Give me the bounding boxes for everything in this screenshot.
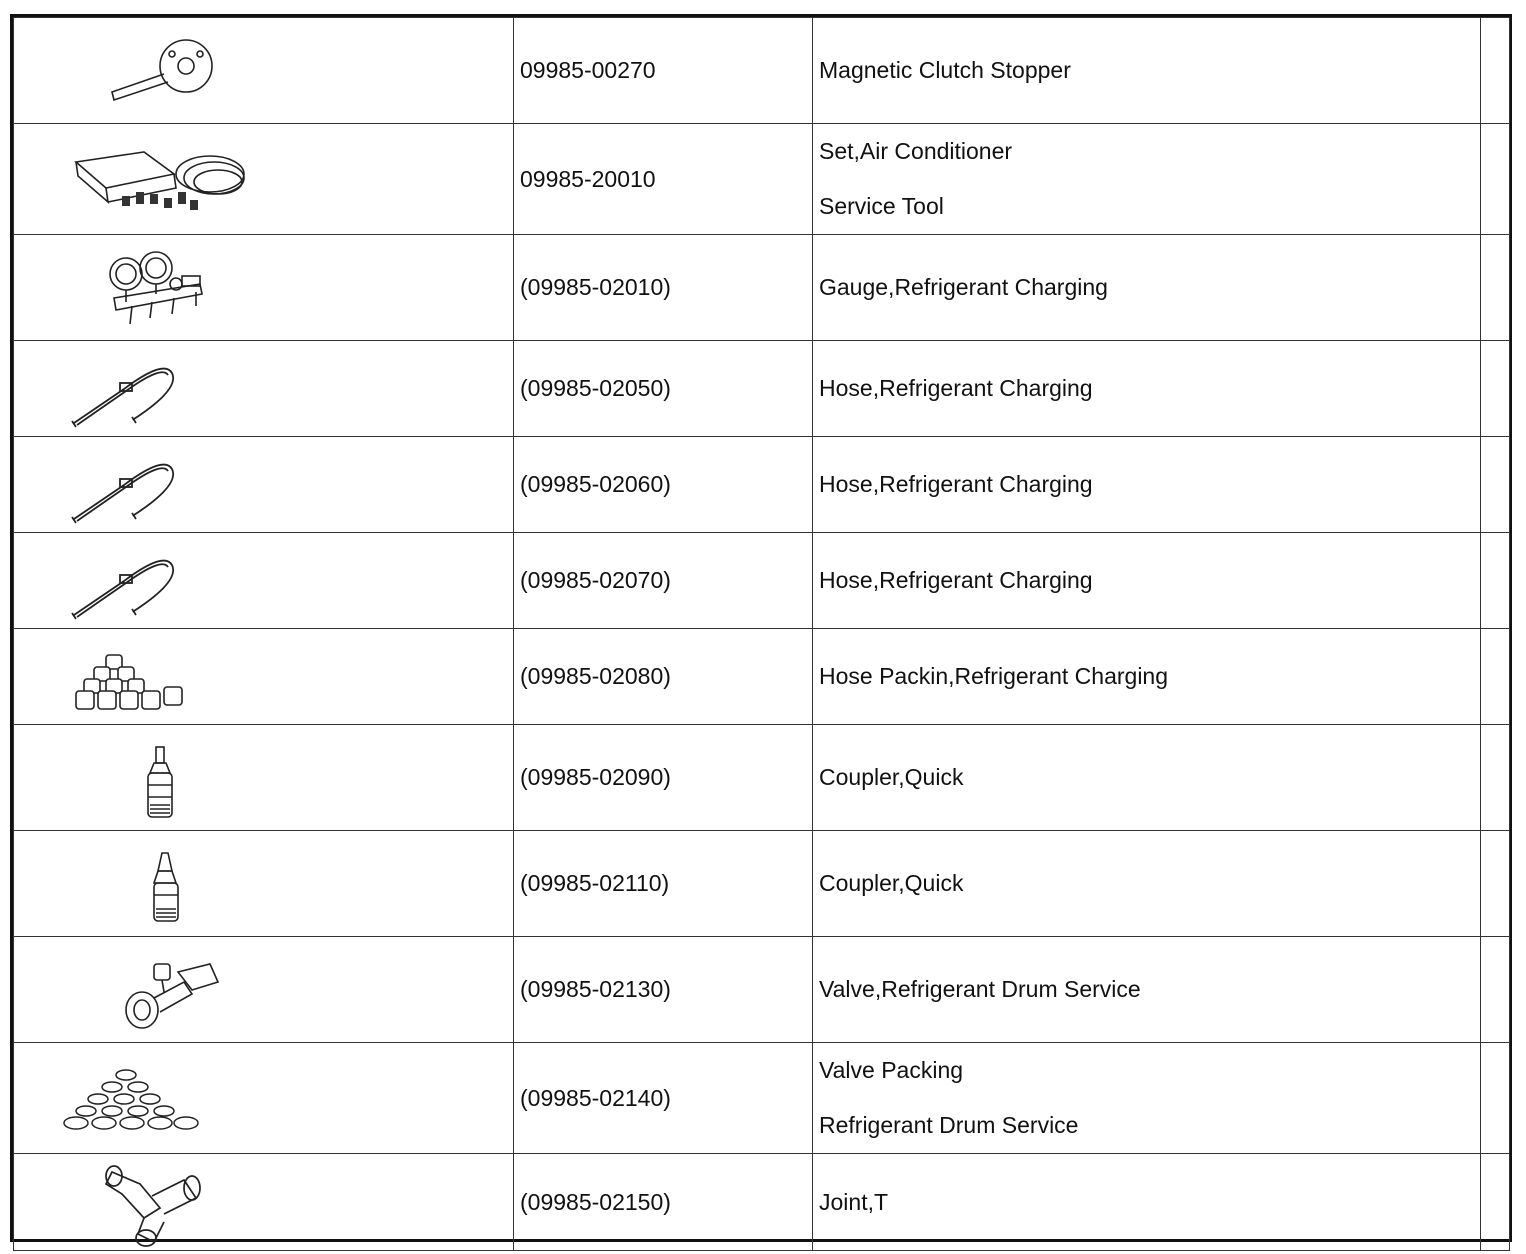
part-number: (09985-02080) xyxy=(514,629,813,725)
description-line: Hose,Refrigerant Charging xyxy=(819,567,1093,593)
blank-cell xyxy=(1481,437,1510,533)
part-number: (09985-02140) xyxy=(514,1043,813,1154)
description-line: Coupler,Quick xyxy=(819,870,964,896)
table-row xyxy=(14,1154,1510,1251)
part-number: (09985-02110) xyxy=(514,831,813,937)
tool-illustration xyxy=(14,725,514,831)
blank-cell xyxy=(1481,937,1510,1043)
table-row xyxy=(14,437,1510,533)
tool-description xyxy=(813,235,1481,341)
service-tool-set-icon xyxy=(14,134,274,224)
tool-illustration xyxy=(14,937,514,1043)
tool-description xyxy=(813,341,1481,437)
part-number: (09985-02150) xyxy=(514,1154,813,1251)
part-number: (09985-02090) xyxy=(514,725,813,831)
part-number: (09985-02060) xyxy=(514,437,813,533)
description-line: Valve,Refrigerant Drum Service xyxy=(819,976,1141,1002)
blank-cell xyxy=(1481,235,1510,341)
blank-cell xyxy=(1481,1154,1510,1251)
tool-description xyxy=(813,533,1481,629)
tool-illustration xyxy=(14,341,514,437)
blank-cell xyxy=(1481,1043,1510,1154)
tool-illustration xyxy=(14,437,514,533)
part-number: (09985-02070) xyxy=(514,533,813,629)
tool-illustration xyxy=(14,1154,514,1251)
description-line: Hose,Refrigerant Charging xyxy=(819,471,1093,497)
charging-gauge-icon xyxy=(14,240,234,336)
t-joint-icon xyxy=(14,1154,234,1250)
description-line: Coupler,Quick xyxy=(819,764,964,790)
description-line: Refrigerant Drum Service xyxy=(819,1112,1079,1138)
table-row xyxy=(14,124,1510,235)
part-number: 09985-00270 xyxy=(514,18,813,124)
part-number: (09985-02010) xyxy=(514,235,813,341)
tool-illustration xyxy=(14,831,514,937)
blank-cell xyxy=(1481,18,1510,124)
table-row xyxy=(14,725,1510,831)
description-line: Gauge,Refrigerant Charging xyxy=(819,274,1108,300)
blank-cell xyxy=(1481,831,1510,937)
quick-coupler-icon xyxy=(14,839,214,929)
blank-cell xyxy=(1481,124,1510,235)
description-line: Valve Packing xyxy=(819,1057,964,1083)
table-row xyxy=(14,341,1510,437)
blank-cell xyxy=(1481,341,1510,437)
table-row xyxy=(14,1043,1510,1154)
table-row xyxy=(14,235,1510,341)
charging-hose-icon xyxy=(14,349,214,429)
valve-packing-icon xyxy=(14,1053,234,1143)
part-number: (09985-02130) xyxy=(514,937,813,1043)
tool-illustration xyxy=(14,533,514,629)
tool-description xyxy=(813,124,1481,235)
tool-description xyxy=(813,831,1481,937)
tool-description xyxy=(813,1043,1481,1154)
blank-cell xyxy=(1481,725,1510,831)
description-line: Hose Packin,Refrigerant Charging xyxy=(819,663,1169,689)
table-row xyxy=(14,831,1510,937)
tool-description xyxy=(813,437,1481,533)
charging-hose-icon xyxy=(14,445,214,525)
table-row xyxy=(14,629,1510,725)
description-line: Magnetic Clutch Stopper xyxy=(819,57,1071,83)
drum-service-valve-icon xyxy=(14,942,234,1038)
tool-illustration xyxy=(14,629,514,725)
description-line: Set,Air Conditioner xyxy=(819,138,1013,164)
special-tools-table xyxy=(10,14,1512,1242)
charging-hose-icon xyxy=(14,541,214,621)
description-line: Service Tool xyxy=(819,193,944,219)
tool-description xyxy=(813,725,1481,831)
table-row xyxy=(14,18,1510,124)
tool-illustration xyxy=(14,124,514,235)
hose-packing-icon xyxy=(14,637,214,717)
tool-illustration xyxy=(14,18,514,124)
tool-illustration xyxy=(14,1043,514,1154)
blank-cell xyxy=(1481,629,1510,725)
table-row xyxy=(14,937,1510,1043)
tool-description xyxy=(813,629,1481,725)
description-line: Hose,Refrigerant Charging xyxy=(819,375,1093,401)
table-row xyxy=(14,533,1510,629)
part-number: (09985-02050) xyxy=(514,341,813,437)
tool-illustration xyxy=(14,235,514,341)
description-line: Joint,T xyxy=(819,1188,889,1215)
quick-coupler-icon xyxy=(14,733,214,823)
clutch-stopper-icon xyxy=(14,26,234,116)
blank-cell xyxy=(1481,533,1510,629)
tool-description xyxy=(813,1154,1481,1251)
tool-description xyxy=(813,18,1481,124)
tool-description xyxy=(813,937,1481,1043)
part-number: 09985-20010 xyxy=(514,124,813,235)
